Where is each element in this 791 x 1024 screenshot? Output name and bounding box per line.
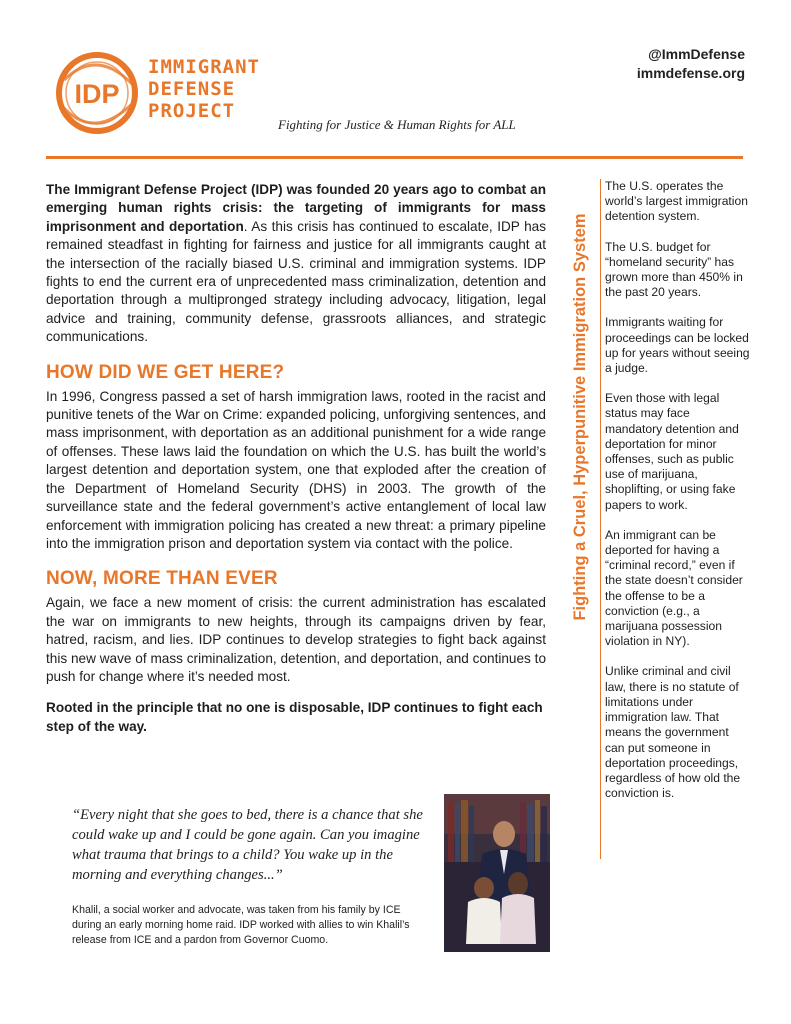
fact-item: Immigrants waiting for proceedings can be locked up for years without seeing a judge. (605, 315, 750, 376)
sidebar-divider (600, 179, 601, 859)
header-divider (46, 156, 743, 159)
heading-now-more-than-ever: NOW, MORE THAN EVER (46, 568, 278, 590)
sidebar-title-wrap (567, 178, 593, 656)
sidebar-facts (605, 179, 750, 816)
heading-how-did-we-get-here: HOW DID WE GET HERE? (46, 361, 285, 383)
logo-line-3: PROJECT (148, 100, 236, 122)
quote-caption: Khalil, a social worker and advocate, was taken from his family by ICE during an early morning home raid. IDP worked with allies to win Khalil’s release from ICE and a pardon from Governor Cuomo. (72, 904, 410, 946)
twitter-handle[interactable]: @ImmDefense (648, 46, 745, 62)
logo-line-1: IMMIGRANT (148, 56, 260, 78)
idp-logo (54, 50, 140, 136)
intro-paragraph (46, 181, 546, 347)
logo-wordmark (148, 56, 260, 122)
fact-item: Even those with legal status may face mandatory detention and deportation for minor offenses, such as public use of marijuana, shoplifting, or using fake papers to work. (605, 391, 739, 512)
logo-initials: IDP (74, 79, 120, 109)
logo-line-2: DEFENSE (148, 78, 236, 100)
intro-rest: . As this crisis has continued to escalate, IDP has remained steadfast in fighting for fairness and justice for all immigrants caught at the intersection of the racially biased U.S. criminal and immigration systems. IDP fights to end the current era of unprecedented mass criminalization, detention and deportation through a multipronged strategy including advocacy, litigation, legal advice and training, community defense, grassroots alliances, and strategic communications. (46, 218, 546, 345)
tagline: Fighting for Justice & Human Rights for ALL (278, 117, 516, 132)
fact-item: Unlike criminal and civil law, there is no statute of limitations under immigration law. That means the government can put someone in deportation proceedings, regardless of how old the conviction is. (605, 664, 741, 801)
website-link[interactable]: immdefense.org (636, 65, 745, 81)
intro-bold: The Immigrant Defense Project (IDP) was founded 20 years ago to combat an emerging human rights crisis: the targeting of immigrants for mass imprisonment and deportation (46, 182, 546, 234)
family-photo (444, 794, 550, 952)
fact-item: The U.S. operates the world’s largest immigration detention system. (605, 179, 748, 224)
fact-item: An immigrant can be deported for having a “criminal record,” even if the state doesn’t consider the offense to be a conviction (e.g., a marijuana possession violation in NY). (605, 527, 743, 649)
contact-block (637, 45, 745, 83)
sidebar-vertical-title: Fighting a Cruel, Hyperpunitive Immigration System (571, 213, 589, 621)
rooted-statement: Rooted in the principle that no one is disposable, IDP continues to fight each step of the way. (46, 700, 543, 734)
fact-item: The U.S. budget for “homeland security” has grown more than 450% in the past 20 years. (605, 239, 743, 300)
section2-body: Again, we face a new moment of crisis: the current administration has escalated the war on immigrants to new heights, through its campaigns driven by fear, hatred, racism, and lies. IDP continues to develop strategies to fight back against this new wave of mass criminalization, detention, and deportation, and continues to push for change where it’s needed most. (46, 595, 546, 684)
section1-body: In 1996, Congress passed a set of harsh immigration laws, rooted in the racist and punitive tenets of the War on Crime: expanded policing, unforgiving sentences, and mass imprisonment, with deportation as an additional punishment for a wide range of offenses. These laws laid the foundation on which the U.S. has built the world’s largest detention and deportation system, one that exploded after the creation of the Department of Homeland Security (DHS) in 2003. The growth of the surveillance state and the federal government’s active entanglement of local law enforcement with immigration policing has created a new threat: a primary pipeline into the immigration prison and deportation system via contact with the police. (46, 388, 546, 551)
main-column (46, 181, 546, 736)
pull-quote: “Every night that she goes to bed, there is a chance that she could wake up and I could be gone again. Can you imagine what trauma that brings to a child? You wake up in the morning and everything changes...” (72, 807, 423, 883)
